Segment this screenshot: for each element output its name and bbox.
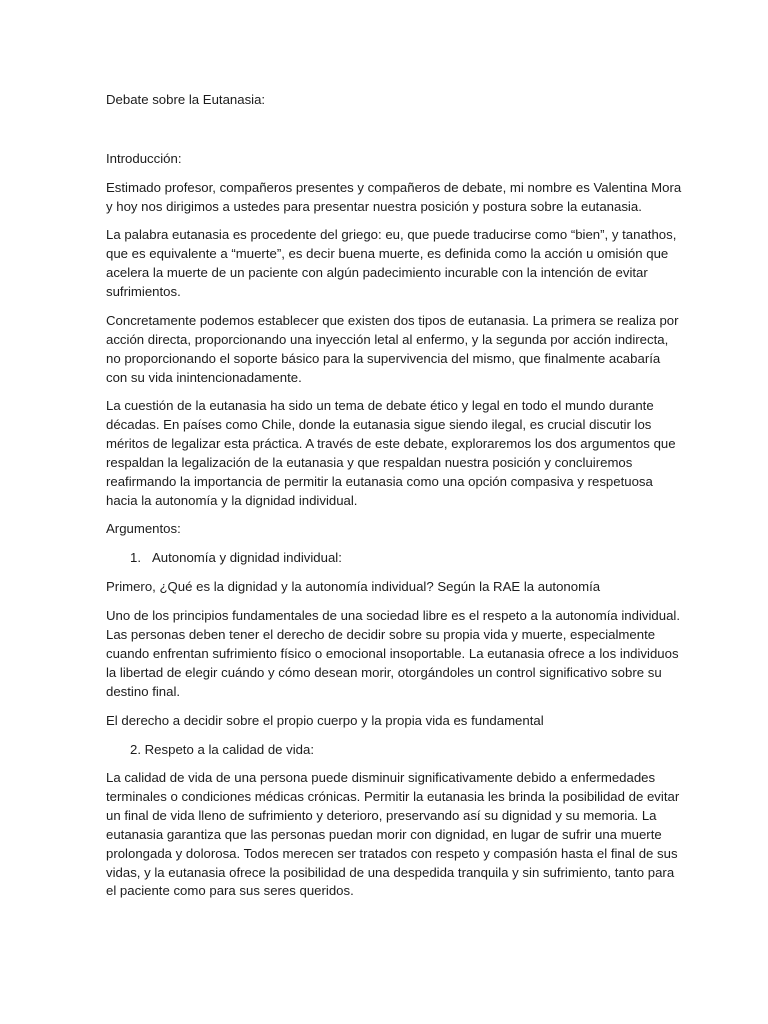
paragraph-intro-greeting [106, 179, 682, 217]
text-line: sufrimientos. [106, 283, 181, 299]
text-line: que es equivalente a “muerte”, es decir buena muerte, es definida como la acción u omisión que [106, 245, 669, 261]
text-line: méritos de legalizar esta práctica. A través de este debate, exploraremos los dos argumentos que [106, 435, 676, 451]
text-line: el paciente como para sus seres queridos. [106, 883, 354, 899]
paragraph-right-to-decide: El derecho a decidir sobre el propio cuerpo y la propia vida es fundamental [106, 713, 544, 728]
text-line: Las personas deben tener el derecho de decidir sobre su propia vida y muerte, especialmente [106, 626, 656, 642]
argument-1-heading [130, 549, 342, 568]
paragraph-question: Primero, ¿Qué es la dignidad y la autonomía individual? Según la RAE la autonomía [106, 579, 601, 594]
text-line: destino final. [106, 683, 181, 699]
text-line: La calidad de vida de una persona puede disminuir significativamente debido a enfermedades [106, 770, 656, 785]
text-line: acelera la muerte de un paciente con algún padecimiento incurable con la intención de evitar [106, 264, 648, 280]
text-line: y hoy nos dirigimos a ustedes para presentar nuestra posición y postura sobre la eutanasia. [106, 198, 642, 214]
text-line: eutanasia garantiza que las personas puedan morir con dignidad, en lugar de sufrir una muerte [106, 826, 662, 842]
text-line: La cuestión de la eutanasia ha sido un tema de debate ético y legal en todo el mundo durante [106, 398, 654, 413]
text-line: cuando enfrentan sufrimiento físico o emocional insoportable. La eutanasia ofrece a los individuos [106, 645, 679, 661]
argument-1-title: Autonomía y dignidad individual: [152, 550, 342, 565]
text-line: décadas. En países como Chile, donde la eutanasia sigue siendo ilegal, es crucial discutir los [106, 416, 652, 432]
text-line: respaldan la legalización de la eutanasia y que respaldan nuestra posición y concluiremos [106, 454, 633, 470]
text-line: vidas, y la eutanasia ofrece la posibilidad de una despedida tranquila y sin sufrimiento, tanto para [106, 864, 675, 880]
text-line: Estimado profesor, compañeros presentes y compañeros de debate, mi nombre es Valentina Mora [106, 180, 682, 195]
text-line: con su vida inintencionadamente. [106, 369, 302, 385]
text-line: Concretamente podemos establecer que existen dos tipos de eutanasia. La primera se realiza por [106, 313, 679, 328]
paragraph-autonomy [106, 607, 681, 702]
text-line: La palabra eutanasia es procedente del griego: eu, que puede traducirse como “bien”, y tanathos, [106, 227, 677, 242]
text-line: acción directa, proporcionando una inyección letal al enfermo, y la segunda por acción indirecta, [106, 331, 669, 347]
paragraph-quality-of-life [106, 769, 680, 901]
text-line: reafirmando la importancia de permitir la eutanasia como una opción compasiva y respetuosa [106, 473, 653, 489]
text-line: hacia la autonomía y la dignidad individual. [106, 492, 358, 508]
text-line: prolongada y dolorosa. Todos merecen ser tratados con respeto y compasión hasta el final de sus [106, 845, 678, 861]
intro-heading: Introducción: [106, 151, 182, 166]
text-line: un final de vida lleno de sufrimiento y deterioro, preservando así su dignidad y su memoria. La [106, 807, 657, 823]
text-line: terminales o condiciones médicas crónicas. Permitir la eutanasia les brinda la posibilidad de evitar [106, 788, 680, 804]
text-line: la libertad de elegir cuándo y cómo desean morir, otorgándoles un control significativo sobre su [106, 664, 662, 680]
arguments-heading: Argumentos: [106, 521, 181, 536]
paragraph-context [106, 397, 676, 510]
text-line: Uno de los principios fundamentales de una sociedad libre es el respeto a la autonomía individual. [106, 608, 681, 623]
text-line: no proporcionando el soporte básico para la supervivencia del mismo, que finalmente acabaría [106, 350, 661, 366]
argument-2-heading: 2. Respeto a la calidad de vida: [130, 742, 315, 757]
paragraph-etymology [106, 226, 677, 302]
document-title: Debate sobre la Eutanasia: [106, 92, 266, 107]
list-number: 1. [130, 550, 141, 565]
paragraph-types [106, 312, 679, 388]
